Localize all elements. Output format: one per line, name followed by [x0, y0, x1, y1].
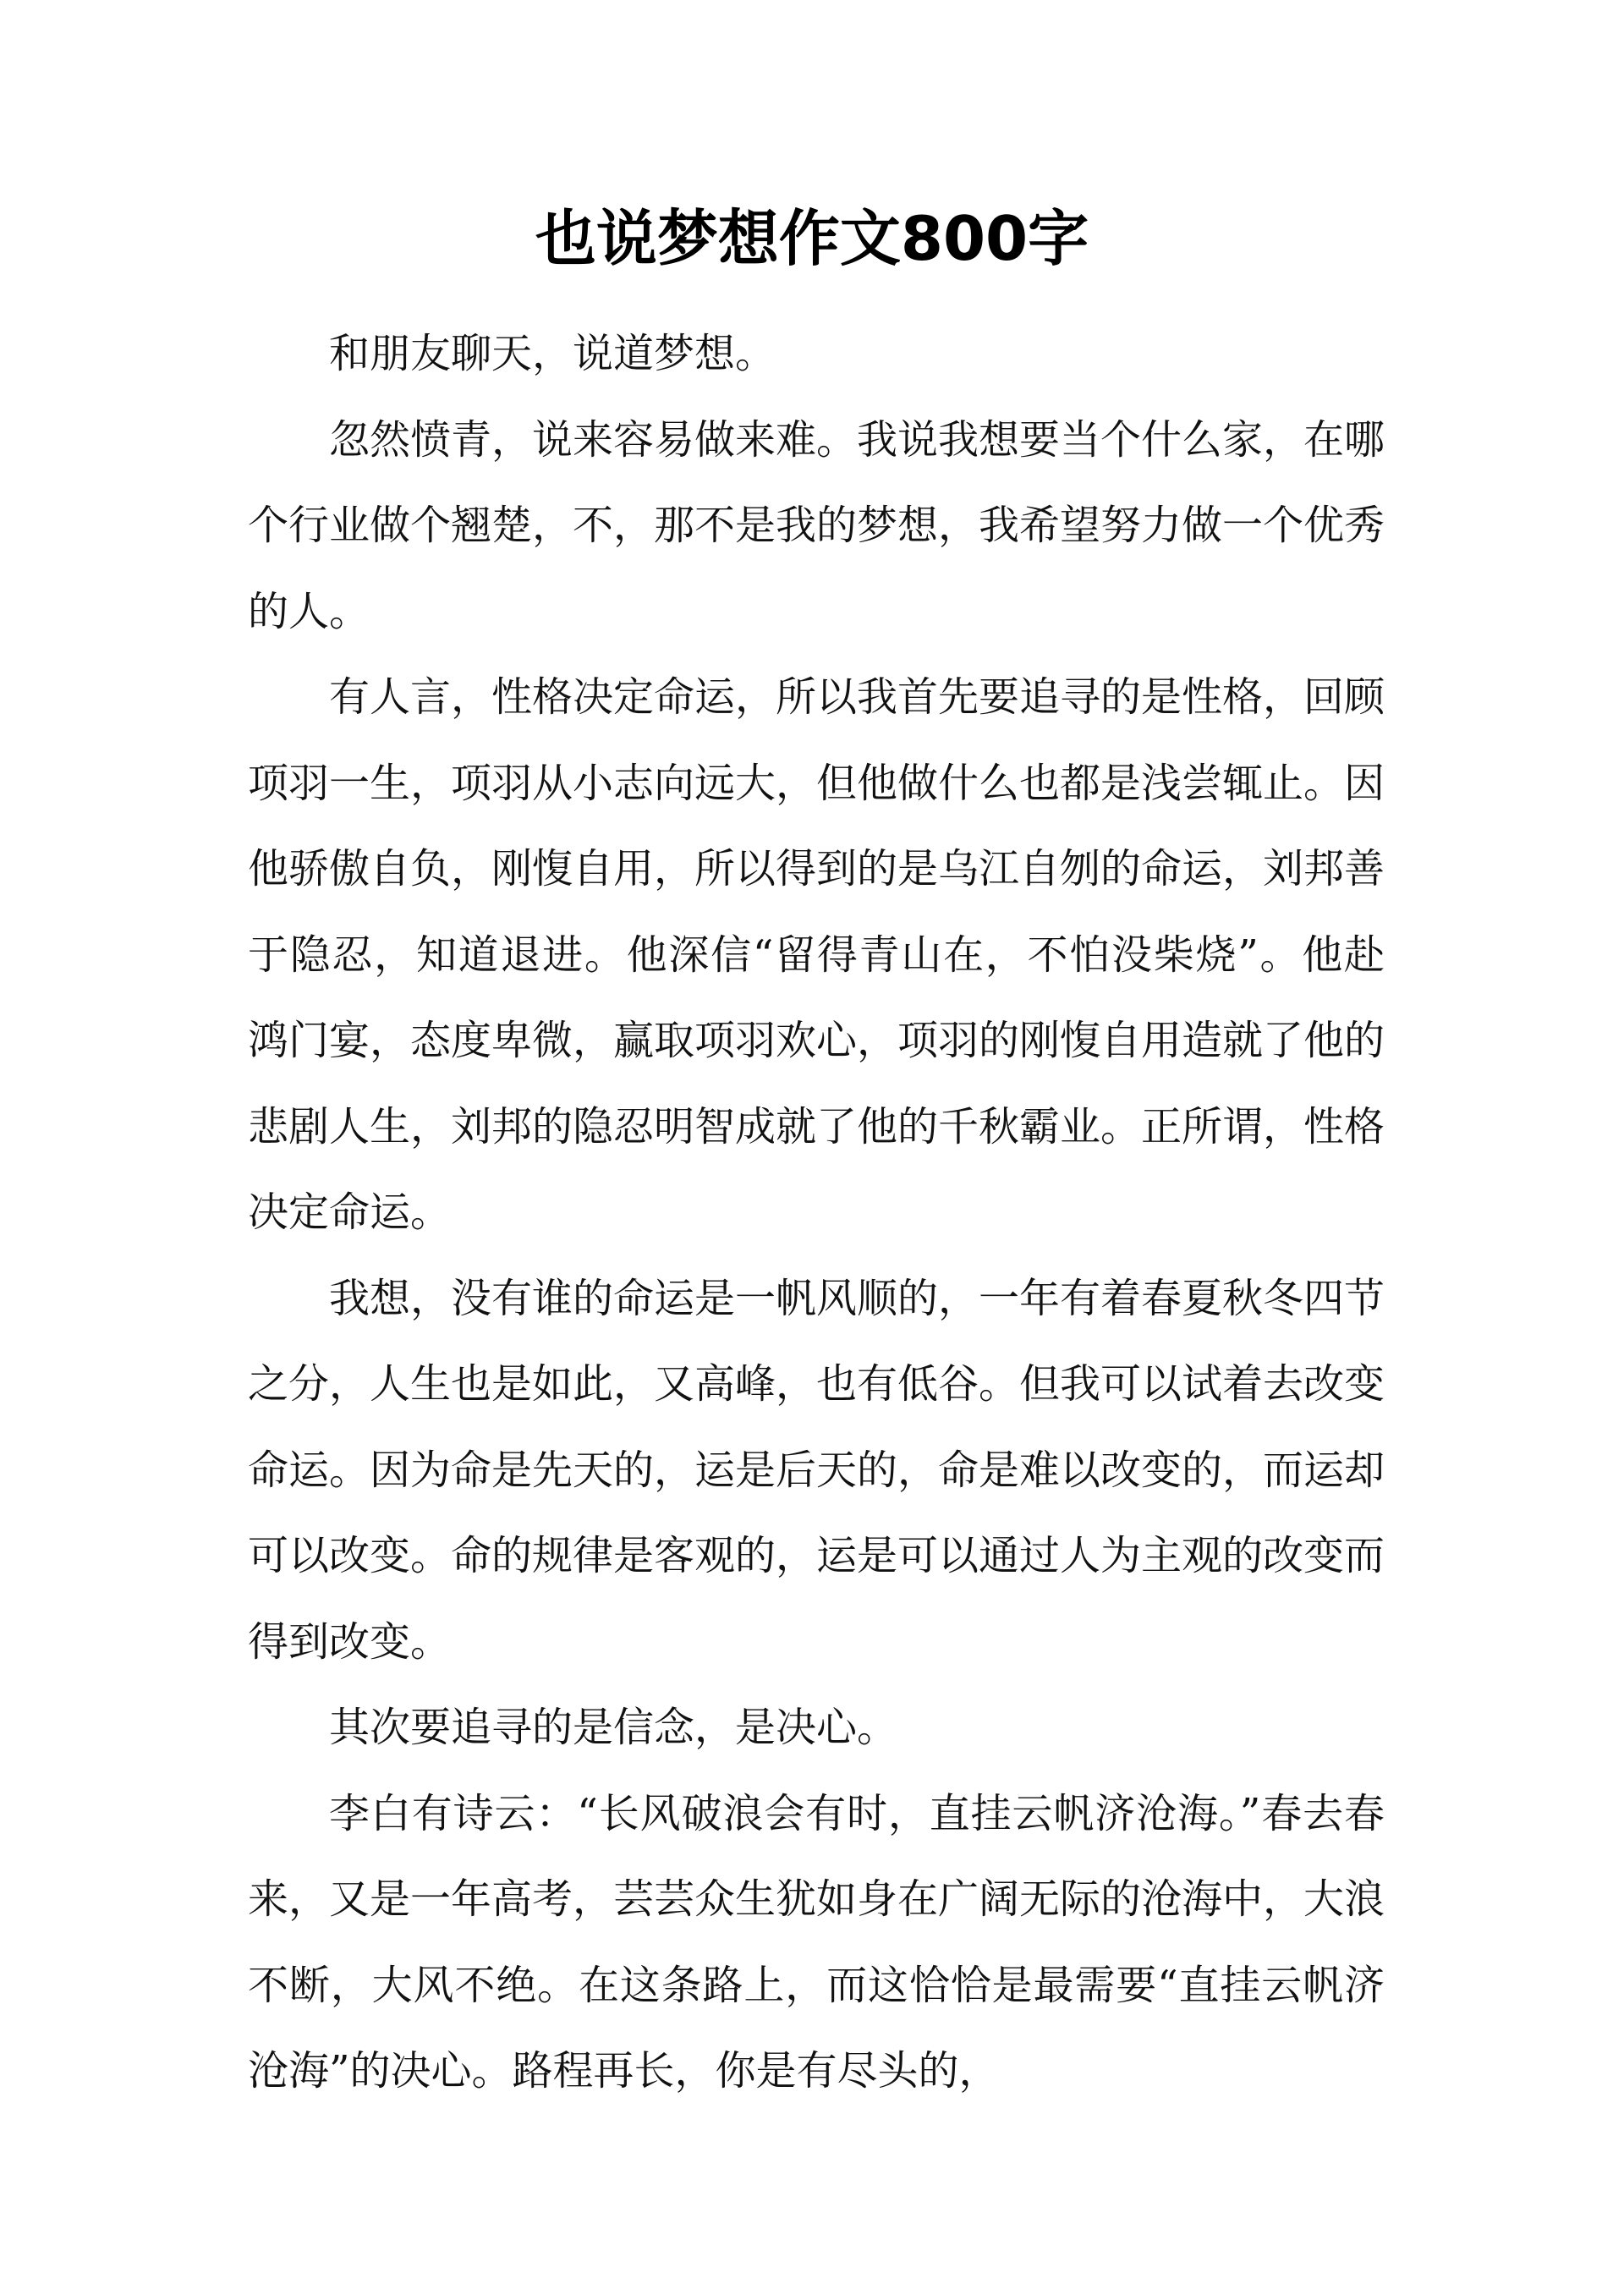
paragraph: 我想，没有谁的命运是一帆风顺的，一年有着春夏秋冬四节之分，人生也是如此，又高峰，也有低谷。但我可以试着去改变命运。因为命是先天的，运是后天的，命是难以改变的，而运却可以改变。命的规律是客观的，运是可以通过人为主观的改变而得到改变。 — [248, 1274, 1385, 1666]
paragraph: 忽然愤青，说来容易做来难。我说我想要当个什么家，在哪个行业做个翘楚，不，那不是我的梦想，我希望努力做一个优秀的人。 — [248, 415, 1385, 635]
paragraph: 其次要追寻的是信念，是决心。 — [329, 1704, 898, 1751]
paragraph: 有人言，性格决定命运，所以我首先要追寻的是性格，回顾项羽一生，项羽从小志向远大，但他做什么也都是浅尝辄止。因他骄傲自负，刚愎自用，所以得到的是乌江自刎的命运，刘邦善于隐忍，知道退进。他深信“留得青山在，不怕没柴烧”。他赴鸿门宴，态度卑微，赢取项羽欢心，项羽的刚愎自用造就了他的悲剧人生，刘邦的隐忍明智成就了他的千秋霸业。正所谓，性格决定命运。 — [248, 673, 1385, 1236]
paragraph: 李白有诗云：“长风破浪会有时，直挂云帆济沧海。”春去春来，又是一年高考，芸芸众生犹如身在广阔无际的沧海中，大浪不断，大风不绝。在这条路上，而这恰恰是最需要“直挂云帆济沧海”的决心。路程再长，你是有尽头的， — [248, 1789, 1385, 2095]
paragraph: 和朋友聊天，说道梦想。 — [329, 330, 776, 377]
document-body — [248, 311, 1385, 2115]
document-title: 也说梦想作文800字 — [535, 203, 1089, 274]
